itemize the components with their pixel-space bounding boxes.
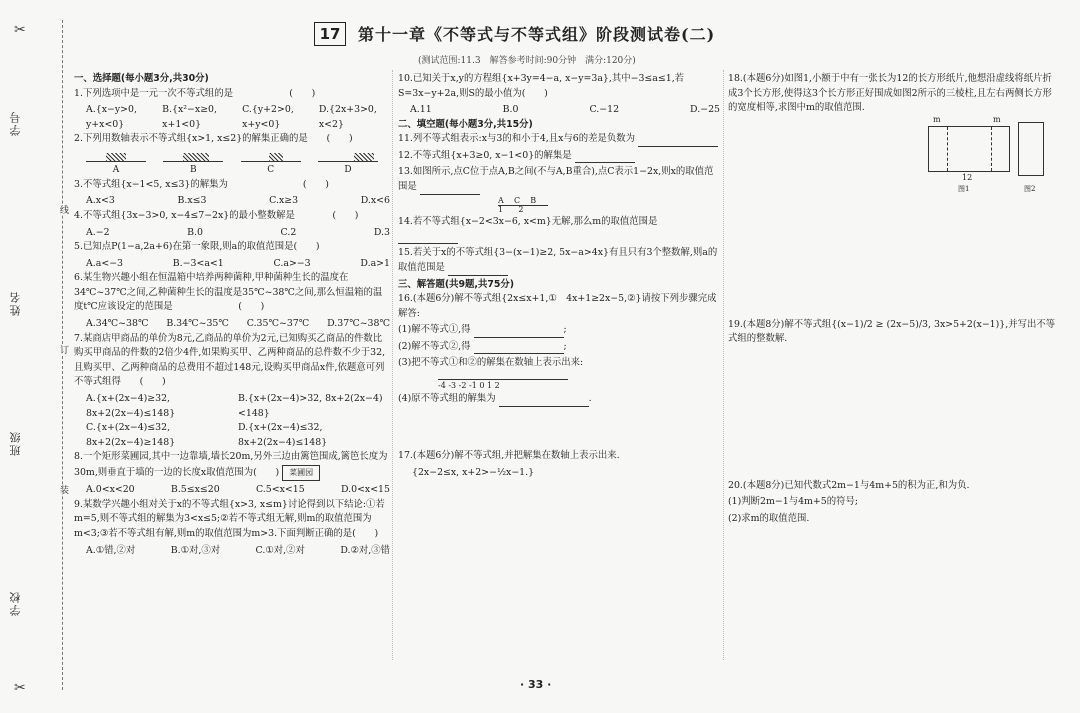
option[interactable]: C.①对,②对 bbox=[255, 544, 305, 556]
figure-label: m bbox=[993, 114, 1001, 124]
test-number-badge: 17 bbox=[314, 22, 346, 46]
answer-blank[interactable] bbox=[420, 184, 480, 195]
option[interactable]: C.{x+(2x−4)≤32, 8x+2(2x−4)≥148} bbox=[86, 422, 176, 448]
option[interactable]: B.0 bbox=[502, 104, 519, 116]
question-5-options bbox=[74, 257, 390, 272]
question-7-options bbox=[74, 392, 390, 450]
option[interactable]: B.0 bbox=[187, 226, 203, 238]
question-17: 17.(本题6分)解不等式组,并把解集在数轴上表示出来. bbox=[398, 449, 620, 461]
question-15 bbox=[398, 246, 720, 275]
number-line-option[interactable]: D bbox=[318, 153, 378, 178]
question-16-step: (4)原不等式组的解集为 . bbox=[398, 392, 720, 407]
column-right bbox=[728, 72, 1058, 529]
option[interactable]: A.−2 bbox=[86, 226, 110, 238]
binding-word-mount: 装 bbox=[58, 485, 68, 494]
answer-blank[interactable] bbox=[638, 136, 718, 147]
question-16-step: (1)解不等式①,得 ; bbox=[398, 323, 720, 338]
question-16: 16.(本题6分)解不等式组{2x≤x+1,① 4x+1≥2x−5,②}请按下列步骤完成解答: bbox=[398, 293, 717, 319]
test-meta: (测试范围:11.3 解答参考时间:90分钟 满分:120分) bbox=[418, 56, 636, 66]
paper-rectangle-figure bbox=[928, 126, 1010, 172]
column-divider bbox=[723, 70, 724, 660]
question-11 bbox=[398, 132, 720, 147]
option[interactable]: B.34℃~35℃ bbox=[166, 318, 229, 330]
question-18-figures bbox=[728, 114, 1058, 208]
section-heading: 一、选择题(每小题3分,共30分) bbox=[74, 73, 209, 84]
number-line-option[interactable]: C bbox=[241, 153, 301, 178]
option[interactable]: A.{x+(2x−4)≥32, 8x+2(2x−4)≤148} bbox=[86, 392, 176, 419]
question-12-text: 12.不等式组{x+3≥0, x−1<0}的解集是 bbox=[398, 149, 572, 161]
answer-blank[interactable] bbox=[474, 327, 564, 338]
student-name-field[interactable]: 姓名 bbox=[9, 290, 22, 316]
option[interactable]: D.②对,③错 bbox=[340, 544, 390, 556]
number-line-option[interactable]: B bbox=[163, 153, 223, 178]
answer-blank[interactable] bbox=[474, 343, 564, 354]
answer-blank[interactable] bbox=[499, 396, 589, 407]
question-8-options bbox=[74, 483, 390, 498]
option[interactable]: D.a>1 bbox=[360, 257, 390, 269]
option[interactable]: B.−3<a<1 bbox=[172, 257, 224, 269]
class-field[interactable]: 班级 bbox=[9, 430, 22, 456]
question-2-number-lines bbox=[74, 149, 390, 178]
option[interactable]: D.−25 bbox=[690, 104, 720, 116]
answer-blank[interactable] bbox=[575, 152, 635, 163]
option[interactable]: C.5<x<15 bbox=[255, 484, 305, 496]
binding-cut-line bbox=[62, 20, 63, 690]
question-4: 4.不等式组{3x−3>0, x−4≤7−2x}的最小整数解是 ( ) bbox=[74, 209, 359, 221]
answer-blank[interactable] bbox=[398, 233, 458, 244]
question-12 bbox=[398, 149, 720, 164]
option[interactable]: C.2 bbox=[280, 226, 297, 238]
question-20-part: (1)判断2m−1与4m+5的符号; bbox=[728, 496, 859, 508]
scissors-icon: ✂ bbox=[14, 22, 26, 38]
question-6-options bbox=[74, 317, 390, 332]
binding-word-order: 订 bbox=[58, 345, 68, 354]
question-17-system: {2x−2≤x, x+2>−½x−1.} bbox=[412, 466, 535, 478]
garden-diagram: 菜圃园 bbox=[282, 465, 320, 481]
option[interactable]: A.34℃~38℃ bbox=[86, 318, 149, 330]
question-14-text: 14.若不等式组{x−2<3x−6, x<m}无解,那么m的取值范围是 bbox=[398, 216, 658, 228]
question-7: 7.某商店甲商品的单价为8元,乙商品的单价为2元,已知购买乙商品的件数比购买甲商品的件数的2倍少4件,如果购买甲、乙两种商品的总件数不少于32,且购买甲、乙两种商品的总费用不超过148元,设购买甲商品x件,依题意可列不等式组得 ( ) bbox=[74, 332, 386, 388]
option[interactable]: A.{x−y>0, y+x<0} bbox=[86, 104, 137, 130]
option[interactable]: B.{x²−x≥0, x+1<0} bbox=[162, 104, 217, 130]
question-16-step: (3)把不等式①和②的解集在数轴上表示出来: bbox=[398, 357, 584, 369]
page-title: 第十一章《不等式与不等式组》阶段测试卷(二) bbox=[358, 25, 716, 44]
question-10-options bbox=[398, 103, 720, 118]
question-20-part: (2)求m的取值范围. bbox=[728, 513, 810, 525]
question-19: 19.(本题8分)解不等式组{(x−1)/2 ≥ (2x−5)/3, 3x>5+2(x−1)},并写出不等式组的整数解. bbox=[728, 318, 1056, 345]
question-8 bbox=[74, 450, 390, 481]
student-id-field[interactable]: 学号 bbox=[9, 110, 22, 136]
question-6: 6.某生物兴趣小组在恒温箱中培养两种菌种,甲种菌种生长的温度在34℃~37℃之间,乙种菌种生长的温度是35℃~38℃之间,那么恒温箱的温度t℃应该设定的范围是 ( ) bbox=[74, 272, 383, 313]
question-8-text: 8.一个矩形菜圃园,其中一边靠墙,墙长20m,另外三边由篱笆围成,篱笆长度为30m,则垂直于墙的一边的长度x取值范围为( ) bbox=[74, 451, 388, 478]
question-3: 3.不等式组{x−1<5, x≤3}的解集为 ( ) bbox=[74, 178, 329, 190]
option[interactable]: C.35℃~37℃ bbox=[246, 318, 310, 330]
number-line-option[interactable]: A bbox=[86, 153, 146, 178]
school-field[interactable]: 学校 bbox=[9, 590, 22, 616]
option[interactable]: C.{y+2>0, x+y<0} bbox=[242, 104, 294, 130]
option[interactable]: C.x≥3 bbox=[269, 195, 299, 207]
option[interactable]: B.{x+(2x−4)>32, 8x+2(2x−4)<148} bbox=[238, 392, 383, 419]
question-2: 2.下列用数轴表示不等式组{x>1, x≤2}的解集正确的是 ( ) bbox=[74, 133, 353, 145]
page-number: · 33 · bbox=[520, 678, 552, 691]
option[interactable]: D.x<6 bbox=[360, 195, 390, 207]
question-3-options bbox=[74, 194, 390, 209]
option[interactable]: A.a<−3 bbox=[86, 257, 124, 269]
question-5: 5.已知点P(1−a,2a+6)在第一象限,则a的取值范围是( ) bbox=[74, 241, 320, 253]
question-18: 18.(本题6分)如图1,小额于中有一张长为12的长方形纸片,他想沿虚线将纸片折成3个长方形,使得这3个长方形正好围成如图2所示的三棱柱,且左右两侧长方形的宽度相等,求图中m的取值范围. bbox=[728, 73, 1052, 114]
question-14 bbox=[398, 215, 720, 244]
figure-caption: 图2 bbox=[1024, 184, 1036, 193]
option[interactable]: A.①错,②对 bbox=[86, 544, 136, 556]
question-1-options bbox=[74, 103, 390, 132]
question-10: 10.已知关于x,y的方程组{x+3y=4−a, x−y=3a},其中−3≤a≤1,若S=3x−y+2a,则S的最小值为( ) bbox=[398, 73, 685, 99]
page-header bbox=[300, 22, 800, 48]
answer-blank[interactable] bbox=[448, 265, 508, 276]
option[interactable]: D.3 bbox=[373, 226, 390, 238]
column-left bbox=[74, 72, 390, 558]
question-13-text: 13.如图所示,点C位于点A,B之间(不与A,B重合),点C表示1−2x,则x的取值范围是 bbox=[398, 166, 714, 193]
option[interactable]: B.5≤x≤20 bbox=[170, 484, 220, 496]
scissors-icon: ✂ bbox=[14, 680, 26, 696]
question-13 bbox=[398, 165, 720, 194]
option[interactable]: A.x<3 bbox=[86, 195, 115, 207]
question-1: 1.下列选项中是一元一次不等式组的是 ( ) bbox=[74, 87, 316, 99]
option[interactable]: D.{2x+3>0, x<2} bbox=[318, 104, 377, 130]
option[interactable]: B.①对,③对 bbox=[170, 544, 221, 556]
question-4-options bbox=[74, 226, 390, 241]
figure-label: 12 bbox=[962, 172, 973, 182]
prism-figure bbox=[1018, 122, 1044, 176]
column-divider bbox=[392, 70, 393, 660]
question-15-text: 15.若关于x的不等式组{3−(x−1)≥2, 5x−a>4x}有且只有3个整数解,则a的取值范围是 bbox=[398, 247, 718, 273]
binding-word-line: 线 bbox=[58, 205, 68, 214]
option[interactable]: B.x≤3 bbox=[177, 195, 207, 207]
column-middle bbox=[398, 72, 720, 482]
option[interactable]: D.0<x<15 bbox=[340, 484, 390, 496]
question-20: 20.(本题8分)已知代数式2m−1与4m+5的积为正,和为负. bbox=[728, 479, 970, 491]
binding-margin bbox=[0, 0, 70, 713]
question-9: 9.某数学兴趣小组对关于x的不等式组{x>3, x≤m}讨论得到以下结论:①若m=5,则不等式组的解集为3<x≤5;②若不等式组无解,则m的取值范围为m<3;③若不等式组有解,则m的取值范围为m>3.下面判断正确的是( ) bbox=[74, 498, 385, 539]
option[interactable]: A.11 bbox=[410, 104, 432, 116]
question-11-text: 11.列不等式组表示:x与3的和小于4,且x与6的差是负数为 bbox=[398, 133, 636, 145]
question-16-number-line[interactable] bbox=[398, 373, 720, 392]
tick-labels: -4 -3 -2 -1 0 1 2 bbox=[438, 381, 500, 390]
question-16-step: (2)解不等式②,得 ; bbox=[398, 340, 720, 355]
question-9-options bbox=[74, 544, 390, 559]
option[interactable]: C.−12 bbox=[589, 104, 620, 116]
option[interactable]: D.{x+(2x−4)≤32, 8x+2(2x−4)≤148} bbox=[238, 422, 328, 448]
question-13-number-line: A C B 1 2 bbox=[398, 197, 720, 216]
option[interactable]: D.37℃~38℃ bbox=[327, 318, 390, 330]
section-heading: 三、解答题(共9题,共75分) bbox=[398, 278, 515, 290]
option[interactable]: C.a>−3 bbox=[273, 257, 311, 269]
option[interactable]: A.0<x<20 bbox=[86, 484, 135, 496]
figure-caption: 图1 bbox=[958, 184, 970, 193]
figure-label: m bbox=[933, 114, 941, 124]
section-heading: 二、填空题(每小题3分,共15分) bbox=[398, 118, 533, 130]
